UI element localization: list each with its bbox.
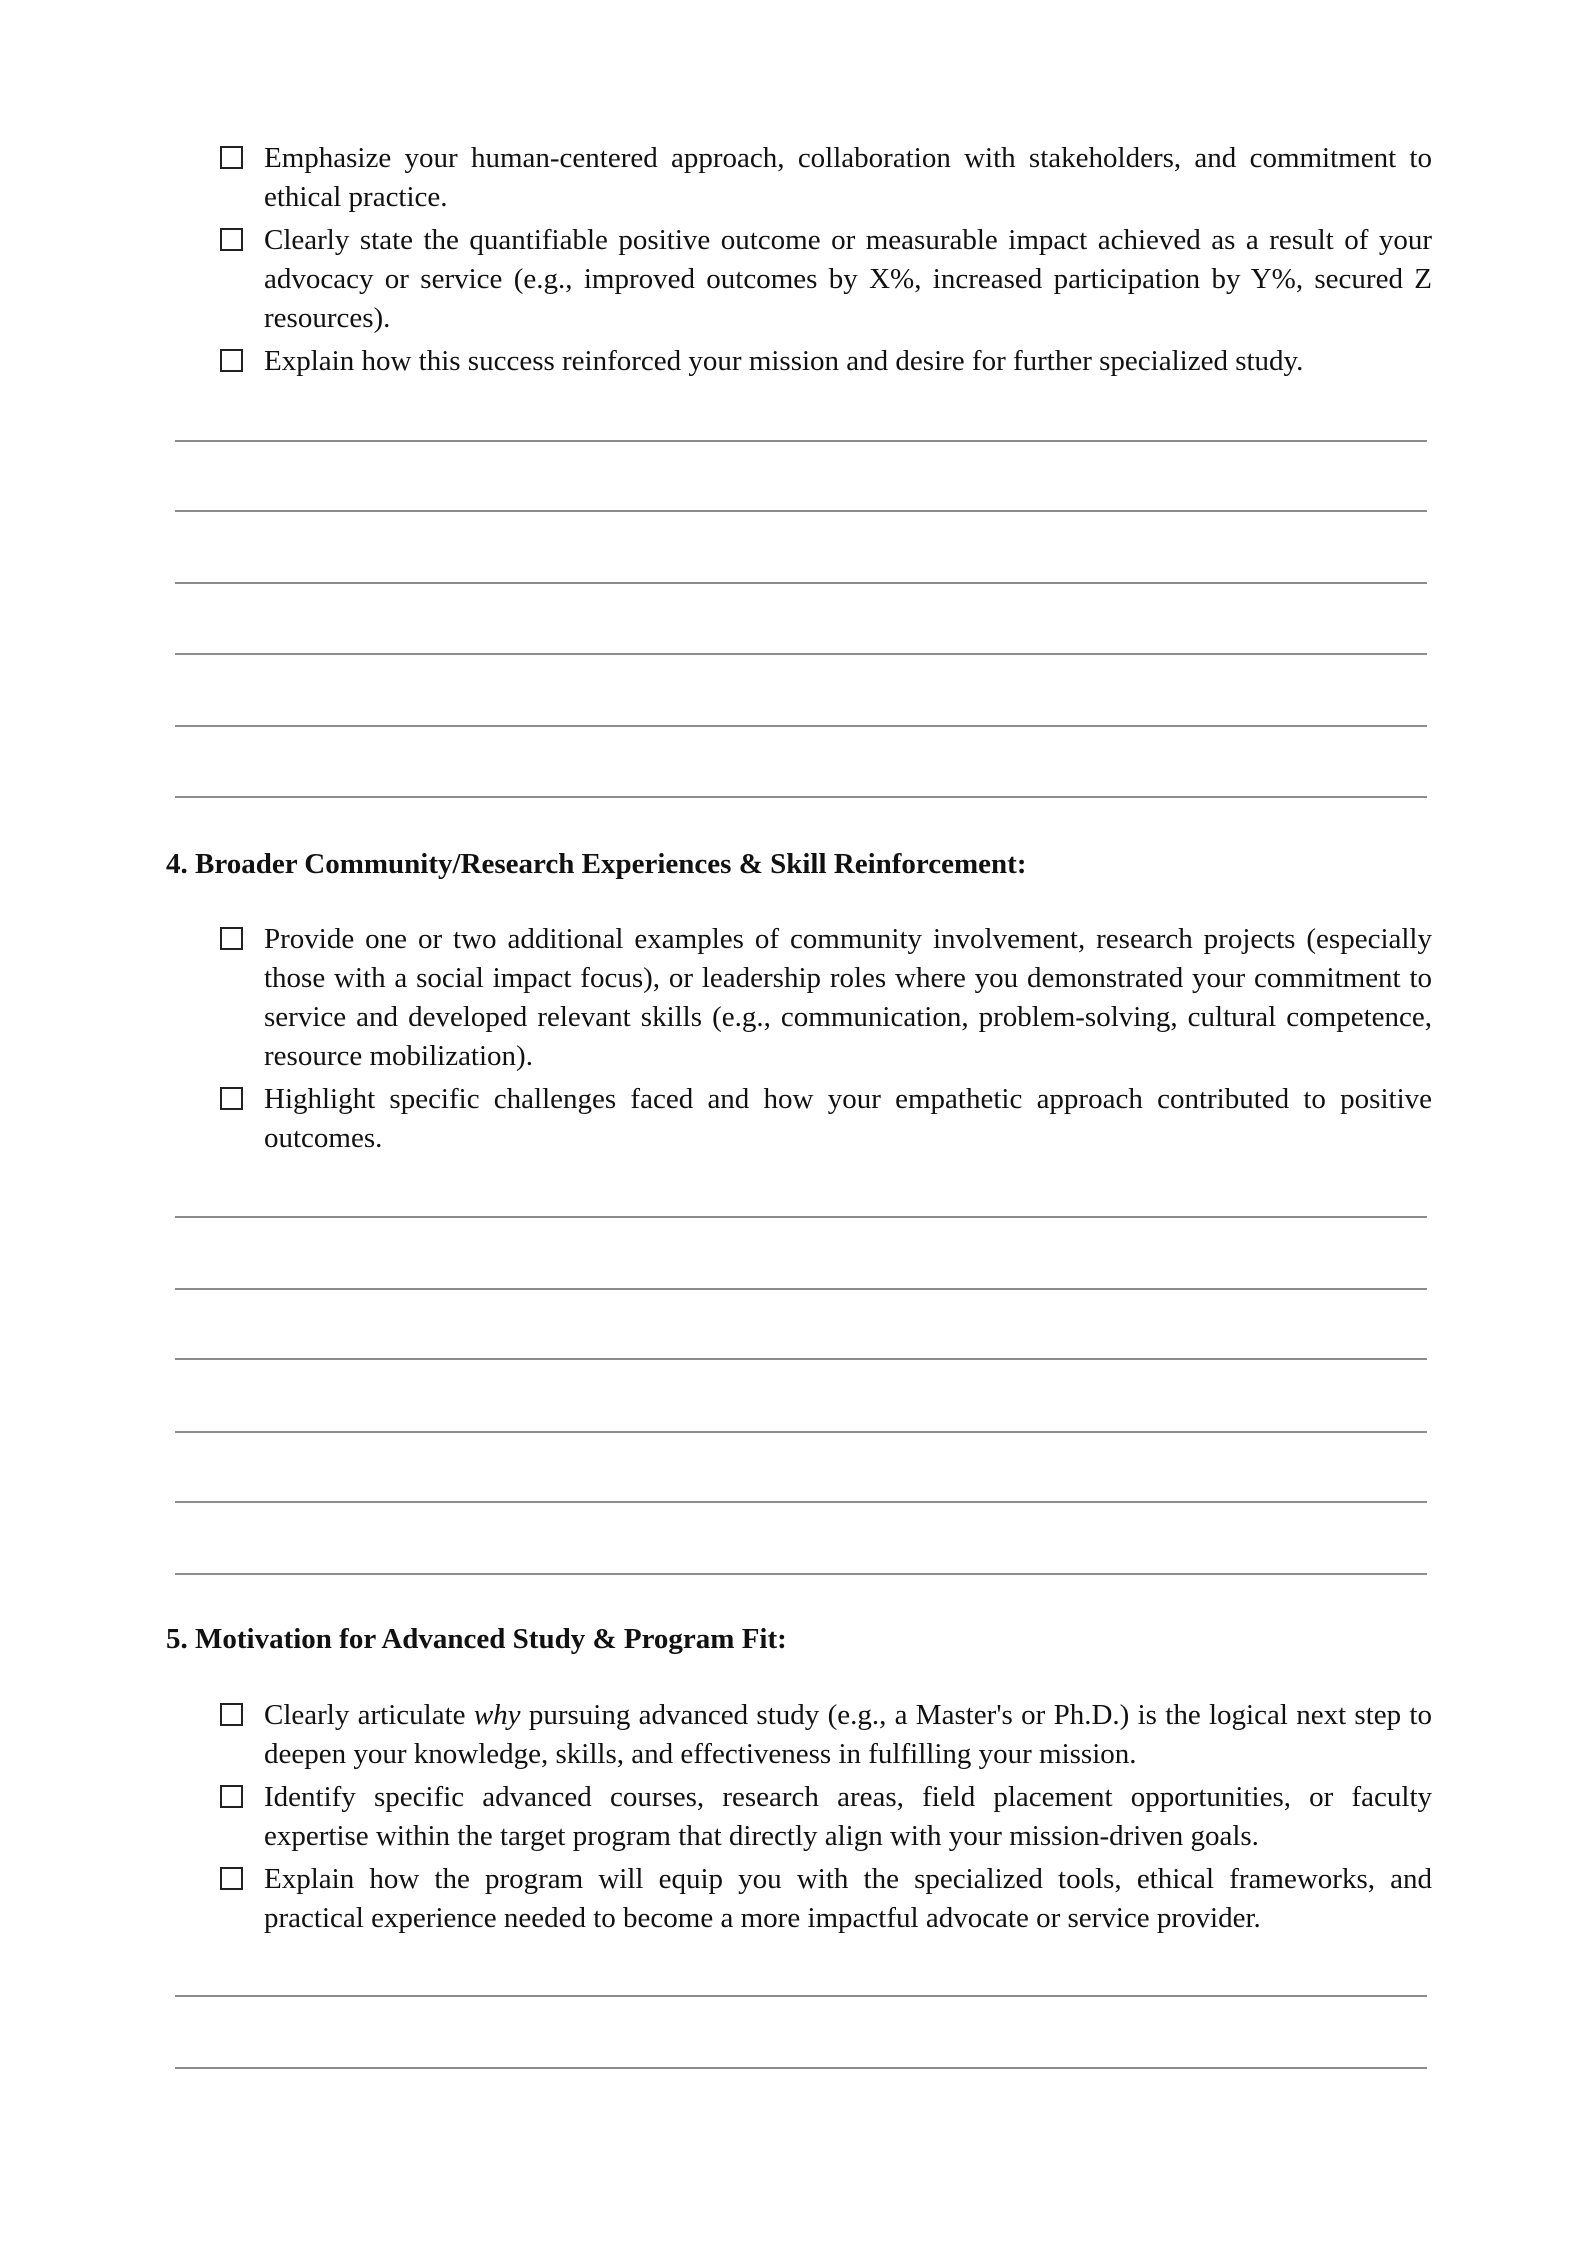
checklist-item (218, 1860, 1432, 1938)
checkbox[interactable] (220, 146, 243, 169)
checklist-item (218, 1778, 1432, 1856)
section-3-checklist (218, 139, 1432, 385)
emphasis-text: why (473, 1699, 521, 1731)
answer-line[interactable] (175, 796, 1427, 798)
section-5-checklist (218, 1696, 1432, 1942)
section-heading: 4. Broader Community/Research Experiences & Skill Reinforcement: (166, 848, 1027, 880)
answer-line[interactable] (175, 1216, 1427, 1218)
checklist-item-text: Explain how this success reinforced your mission and desire for further specialized study. (264, 345, 1304, 377)
checklist-item (218, 342, 1432, 381)
checkbox[interactable] (220, 1087, 243, 1110)
checklist-item-text: Explain how the program will equip you with the specialized tools, ethical frameworks, and practical experience needed to become a more impactful advocate or service provider. (264, 1863, 1432, 1934)
checklist-item (218, 1696, 1432, 1774)
checklist-item-text: Emphasize your human-centered approach, collaboration with stakeholders, and commitment to ethical practice. (264, 142, 1432, 213)
answer-line[interactable] (175, 1288, 1427, 1290)
checklist-item-text (264, 1699, 1432, 1770)
checklist-item (218, 221, 1432, 338)
section-heading: 5. Motivation for Advanced Study & Program Fit: (166, 1623, 787, 1655)
checklist-item (218, 920, 1432, 1076)
checklist-item (218, 1080, 1432, 1158)
checkbox[interactable] (220, 1785, 243, 1808)
checkbox[interactable] (220, 1867, 243, 1890)
checkbox[interactable] (220, 228, 243, 251)
checkbox[interactable] (220, 927, 243, 950)
answer-line[interactable] (175, 582, 1427, 584)
section-4-checklist (218, 920, 1432, 1162)
answer-line[interactable] (175, 1431, 1427, 1433)
checkbox[interactable] (220, 1703, 243, 1726)
answer-line[interactable] (175, 1501, 1427, 1503)
answer-line[interactable] (175, 1573, 1427, 1575)
checklist-item-text: Provide one or two additional examples of community involvement, research projects (especially those with a social impact focus), or leadership roles where you demonstrated your commitment to service and developed relevant skills (e.g., communication, problem-solving, cultural competence, resource mobilization). (264, 923, 1432, 1072)
checklist-item-text: Clearly state the quantifiable positive outcome or measurable impact achieved as a result of your advocacy or service (e.g., improved outcomes by X%, increased participation by Y%, secured Z resources). (264, 224, 1432, 334)
answer-line[interactable] (175, 653, 1427, 655)
checkbox[interactable] (220, 349, 243, 372)
answer-line[interactable] (175, 1995, 1427, 1997)
answer-line[interactable] (175, 440, 1427, 442)
checklist-item-text: Identify specific advanced courses, research areas, field placement opportunities, or faculty expertise within the target program that directly align with your mission-driven goals. (264, 1781, 1432, 1852)
answer-line[interactable] (175, 725, 1427, 727)
answer-line[interactable] (175, 2067, 1427, 2069)
checklist-item (218, 139, 1432, 217)
checklist-item-text: Highlight specific challenges faced and how your empathetic approach contributed to positive outcomes. (264, 1083, 1432, 1154)
answer-line[interactable] (175, 1358, 1427, 1360)
text-run: pursuing advanced study (e.g., a Master's or Ph.D.) is the logical next step to deepen your knowledge, skills, and effectiveness in fulfilling your mission. (264, 1699, 1432, 1770)
answer-line[interactable] (175, 510, 1427, 512)
text-run: Clearly articulate (264, 1699, 474, 1731)
